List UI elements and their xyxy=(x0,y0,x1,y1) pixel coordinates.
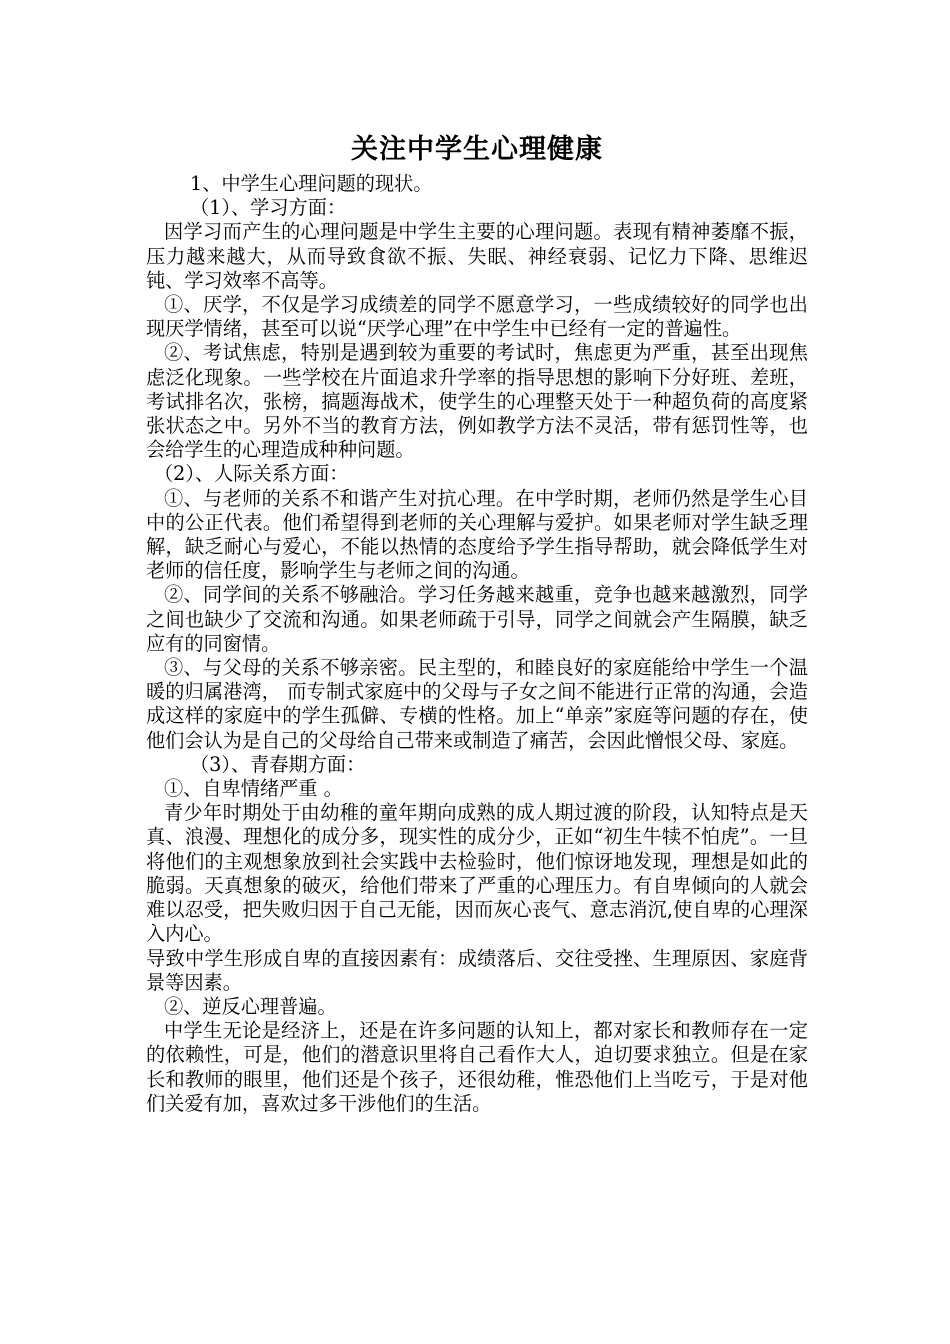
paragraph: 因学习而产生的心理问题是中学生主要的心理问题。表现有精神萎靡不振，压力越来越大，从而导致食欲不振、失眠、神经衰弱、记忆力下降、思维迟钝、学习效率不高等。 xyxy=(146,220,808,292)
paragraph: ②、同学间的关系不够融洽。学习任务越来越重，竞争也越来越激烈，同学之间也缺少了交流和沟通。如果老师疏于引导，同学之间就会产生隔膜，缺乏应有的同窗情。 xyxy=(146,583,808,655)
paragraph: （3）、青春期方面： xyxy=(190,752,366,776)
paragraph: ②、逆反心理普遍。 xyxy=(164,994,337,1018)
paragraph: （2）、人际关系方面： xyxy=(154,462,349,486)
paragraph: 中学生无论是经济上，还是在许多问题的认知上，都对家长和教师存在一定的依赖性，可是，他们的潜意识里将自己看作大人，迫切要求独立。但是在家长和教师的眼里，他们还是个孩子，还很幼稚，惟恐他们上当吃亏，于是对他们关爱有加，喜欢过多干涉他们的生活。 xyxy=(146,1019,808,1115)
paragraph: 1、中学生心理问题的现状。 xyxy=(190,172,433,195)
paragraph: ②、考试焦虑，特别是遇到较为重要的考试时，焦虑更为严重，甚至出现焦虑泛化现象。一些学校在片面追求升学率的指导思想的影响下分好班、差班，考试排名次，张榜，搞题海战术，使学生的心理整天处于一种超负荷的高度紧张状态之中。另外不当的教育方法，例如教学方法不灵活，带有惩罚性等，也会给学生的心理造成种种问题。 xyxy=(146,341,808,462)
document-page xyxy=(146,128,808,1116)
paragraph: ③、与父母的关系不够亲密。民主型的，和睦良好的家庭能给中学生一个温暖的归属港湾， 而专制式家庭中的父母与子女之间不能进行正常的沟通，会造成这样的家庭中的学生孤僻、专横的性格。加上“单亲”家庭等问题的存在，使他们会认为是自己的父母给自己带来或制造了痛苦，会因此憎恨父母、家庭。 xyxy=(146,656,808,752)
paragraph: ①、与老师的关系不和谐产生对抗心理。在中学时期，老师仍然是学生心目中的公正代表。他们希望得到老师的关心理解与爱护。如果老师对学生缺乏理解，缺乏耐心与爱心，不能以热情的态度给予学生指导帮助，就会降低学生对老师的信任度，影响学生与老师之间的沟通。 xyxy=(146,486,808,583)
paragraph: 导致中学生形成自卑的直接因素有：成绩落后、交往受挫、生理原因、家庭背景等因素。 xyxy=(146,946,808,994)
document-body xyxy=(146,172,808,1116)
paragraph: ①、厌学，不仅是学习成绩差的同学不愿意学习，一些成绩较好的同学也出现厌学情绪，甚至可以说“厌学心理”在中学生中已经有一定的普遍性。 xyxy=(146,293,808,341)
paragraph: 青少年时期处于由幼稚的童年期向成熟的成人期过渡的阶段，认知特点是天真、浪漫、理想化的成分多，现实性的成分少，正如“初生牛犊不怕虎”。一旦将他们的主观想象放到社会实践中去检验时，他们惊讶地发现，理想是如此的脆弱。天真想象的破灭，给他们带来了严重的心理压力。有自卑倾向的人就会难以忍受，把失败归因于自己无能，因而灰心丧气、意志消沉,使自卑的心理深入内心。 xyxy=(146,801,808,946)
paragraph: ①、自卑情绪严重 。 xyxy=(164,777,343,801)
document-title: 关注中学生心理健康 xyxy=(351,134,603,165)
paragraph: （1）、学习方面： xyxy=(190,196,347,220)
